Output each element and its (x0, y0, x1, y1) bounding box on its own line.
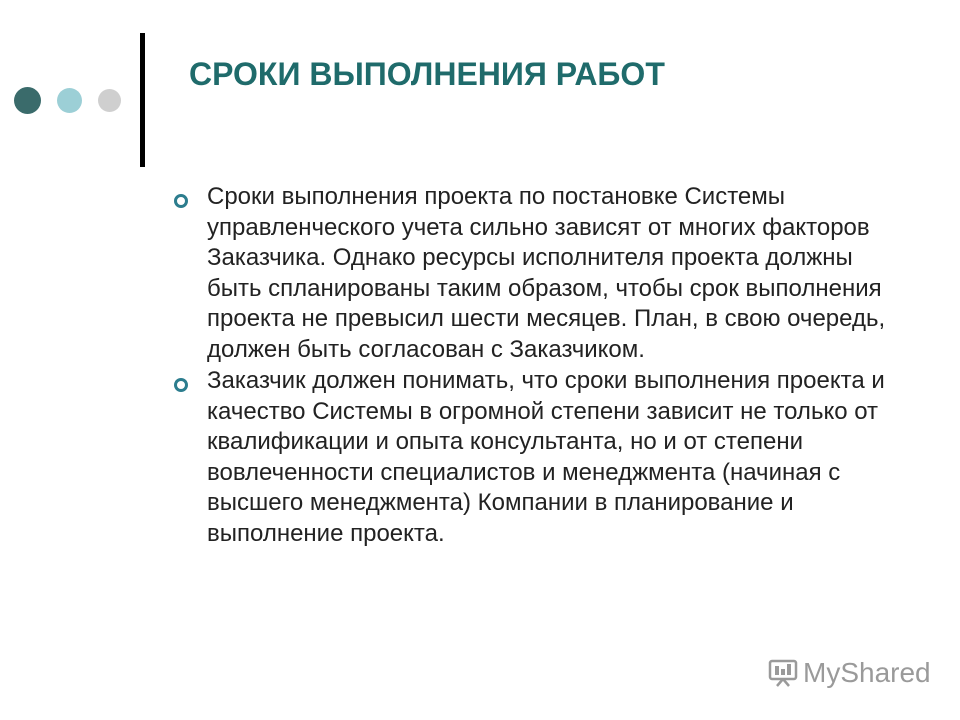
presentation-board-icon (768, 658, 798, 688)
watermark-text: MyShared (803, 657, 931, 688)
slide-title: СРОКИ ВЫПОЛНЕНИЯ РАБОТ (189, 56, 665, 92)
watermark (768, 655, 931, 691)
decorative-dot-dark (14, 87, 41, 114)
bullet-list (170, 182, 890, 550)
bullet-text: Заказчик должен понимать, что сроки выполнения проекта и качество Системы в огромной степени зависит не только от квалификации и опыта консультанта, но и от степени вовлеченности специалистов и менеджмента (начиная с высшего менеджмента) Компании в планирование и выполнение проекта. (207, 367, 885, 547)
bullet-item (170, 366, 890, 549)
title-divider-bar (140, 33, 145, 167)
decorative-dot-gray (98, 89, 121, 112)
bullet-ring-icon (174, 378, 188, 392)
decorative-dot-light-teal (57, 88, 82, 113)
bullet-item (170, 182, 890, 365)
bullet-ring-icon (174, 194, 188, 208)
bullet-text: Сроки выполнения проекта по постановке Системы управленческого учета сильно зависят от многих факторов Заказчика. Однако ресурсы исполнителя проекта должны быть спланированы таким образом, чтобы срок выполнения проекта не превысил шести месяцев. План, в свою очередь, должен быть согласован с Заказчиком. (207, 183, 886, 363)
